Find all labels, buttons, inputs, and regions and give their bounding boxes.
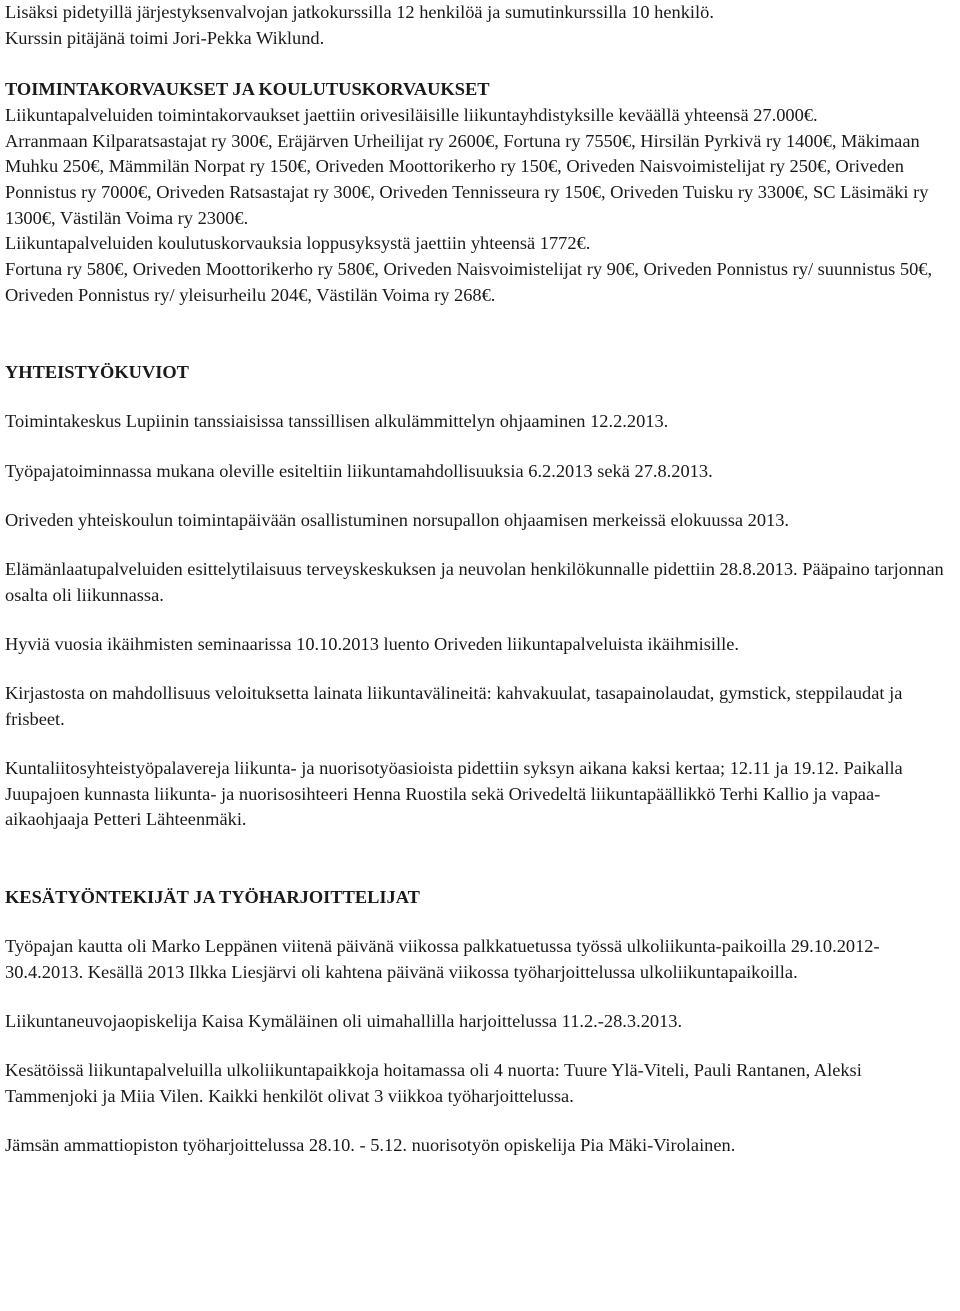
paragraph-koulutuskorvaus-list: Fortuna ry 580€, Oriveden Moottorikerho ry 580€, Oriveden Naisvoimistelijat ry 90€, Oriveden Ponnistus ry/ suunnistus 50€, Oriveden Ponnistus ry/ yleisurheilu 204€, Västilän Voima ry 268€. bbox=[5, 259, 933, 305]
paragraph-yhteistyo-2: Työpajatoiminnassa mukana oleville esiteltiin liikuntamahdollisuuksia 6.2.2013 sekä 27.8.2013. bbox=[5, 460, 713, 481]
section-heading-yhteistyokuviot: YHTEISTYÖKUVIOT bbox=[5, 362, 189, 383]
document-page bbox=[5, 0, 955, 1159]
paragraph-koulutuskorvaukset: Liikuntapalveluiden koulutuskorvauksia loppusyksystä jaettiin yhteensä 1772€. bbox=[5, 233, 591, 254]
paragraph-toimintakorvaukset: Liikuntapalveluiden toimintakorvaukset jaettiin orivesiläisille liikuntayhdistyksille keväällä yhteensä 27.000€. bbox=[5, 104, 818, 125]
paragraph-kesa-2: Liikuntaneuvojaopiskelija Kaisa Kymäläinen oli uimahallilla harjoittelussa 11.2.-28.3.2013. bbox=[5, 1010, 683, 1031]
section-heading-kesatyontekijat: KESÄTYÖNTEKIJÄT JA TYÖHARJOITTELIJAT bbox=[5, 886, 420, 907]
paragraph-toimintakorvaus-list: Arranmaan Kilparatsastajat ry 300€, Eräjärven Urheilijat ry 2600€, Fortuna ry 7550€, Hirsilän Pyrkivä ry 1400€, Mäkimaan Muhku 250€, Mämmilän Norpat ry 150€, Oriveden Moottorikerho ry 150€, Oriveden Naisvoimistelijat ry 250€, Oriveden Ponnistus ry 7000€, Oriveden Ratsastajat ry 300€, Oriveden Tennisseura ry 150€, Oriveden Tuisku ry 3300€, SC Läsimäki ry 1300€, Västilän Voima ry 2300€. bbox=[5, 130, 929, 228]
paragraph-yhteistyo-6: Kirjastosta on mahdollisuus veloituksetta lainata liikuntavälineitä: kahvakuulat, tasapainolaudat, gymstick, steppilaudat ja frisbeet. bbox=[5, 683, 903, 729]
paragraph-kesa-3: Kesätöissä liikuntapalveluilla ulkoliikuntapaikkoja hoitamassa oli 4 nuorta: Tuure Ylä-Viteli, Pauli Rantanen, Aleksi Tammenjoki ja Miia Vilen. Kaikki henkilöt olivat 3 viikkoa työharjoittelussa. bbox=[5, 1060, 862, 1106]
paragraph-yhteistyo-3: Oriveden yhteiskoulun toimintapäivään osallistuminen norsupallon ohjaamisen merkeissä elokuussa 2013. bbox=[5, 509, 790, 530]
paragraph-yhteistyo-7: Kuntaliitosyhteistyöpalavereja liikunta- ja nuorisotyöasioista pidettiin syksyn aikana kaksi kertaa; 12.11 ja 19.12. Paikalla Juupajoen kunnasta liikunta- ja nuorisosihteeri Henna Ruostila sekä Orivedeltä liikuntapäällikkö Terhi Kallio ja vapaa-aikaohjaaja Petteri Lähteenmäki. bbox=[5, 757, 903, 830]
paragraph-kesa-4: Jämsän ammattiopiston työharjoittelussa 28.10. - 5.12. nuorisotyön opiskelija Pia Mäki-Virolainen. bbox=[5, 1134, 736, 1155]
paragraph-yhteistyo-4: Elämänlaatupalveluiden esittelytilaisuus terveyskeskuksen ja neuvolan henkilökunnalle pidettiin 28.8.2013. Pääpaino tarjonnan osalta oli liikunnassa. bbox=[5, 558, 944, 605]
paragraph-yhteistyo-5: Hyviä vuosia ikäihmisten seminaarissa 10.10.2013 luento Oriveden liikuntapalveluista ikäihmisille. bbox=[5, 633, 739, 654]
intro-line-2: Kurssin pitäjänä toimi Jori-Pekka Wiklund. bbox=[5, 27, 325, 48]
paragraph-yhteistyo-1: Toimintakeskus Lupiinin tanssiaisissa tanssillisen alkulämmittelyn ohjaaminen 12.2.2013. bbox=[5, 411, 669, 432]
intro-line-1: Lisäksi pidetyillä järjestyksenvalvojan jatkokurssilla 12 henkilöä ja sumutinkurssilla 10 henkilö. bbox=[5, 2, 714, 22]
section-heading-korvaukset: TOIMINTAKORVAUKSET JA KOULUTUSKORVAUKSET bbox=[5, 79, 490, 100]
paragraph-kesa-1: Työpajan kautta oli Marko Leppänen viitenä päivänä viikossa palkkatuetussa työssä ulkoliikunta-paikoilla 29.10.2012-30.4.2013. Kesällä 2013 Ilkka Liesjärvi oli kahtena päivänä viikossa työharjoittelussa ulkoliikuntapaikoilla. bbox=[5, 935, 880, 982]
